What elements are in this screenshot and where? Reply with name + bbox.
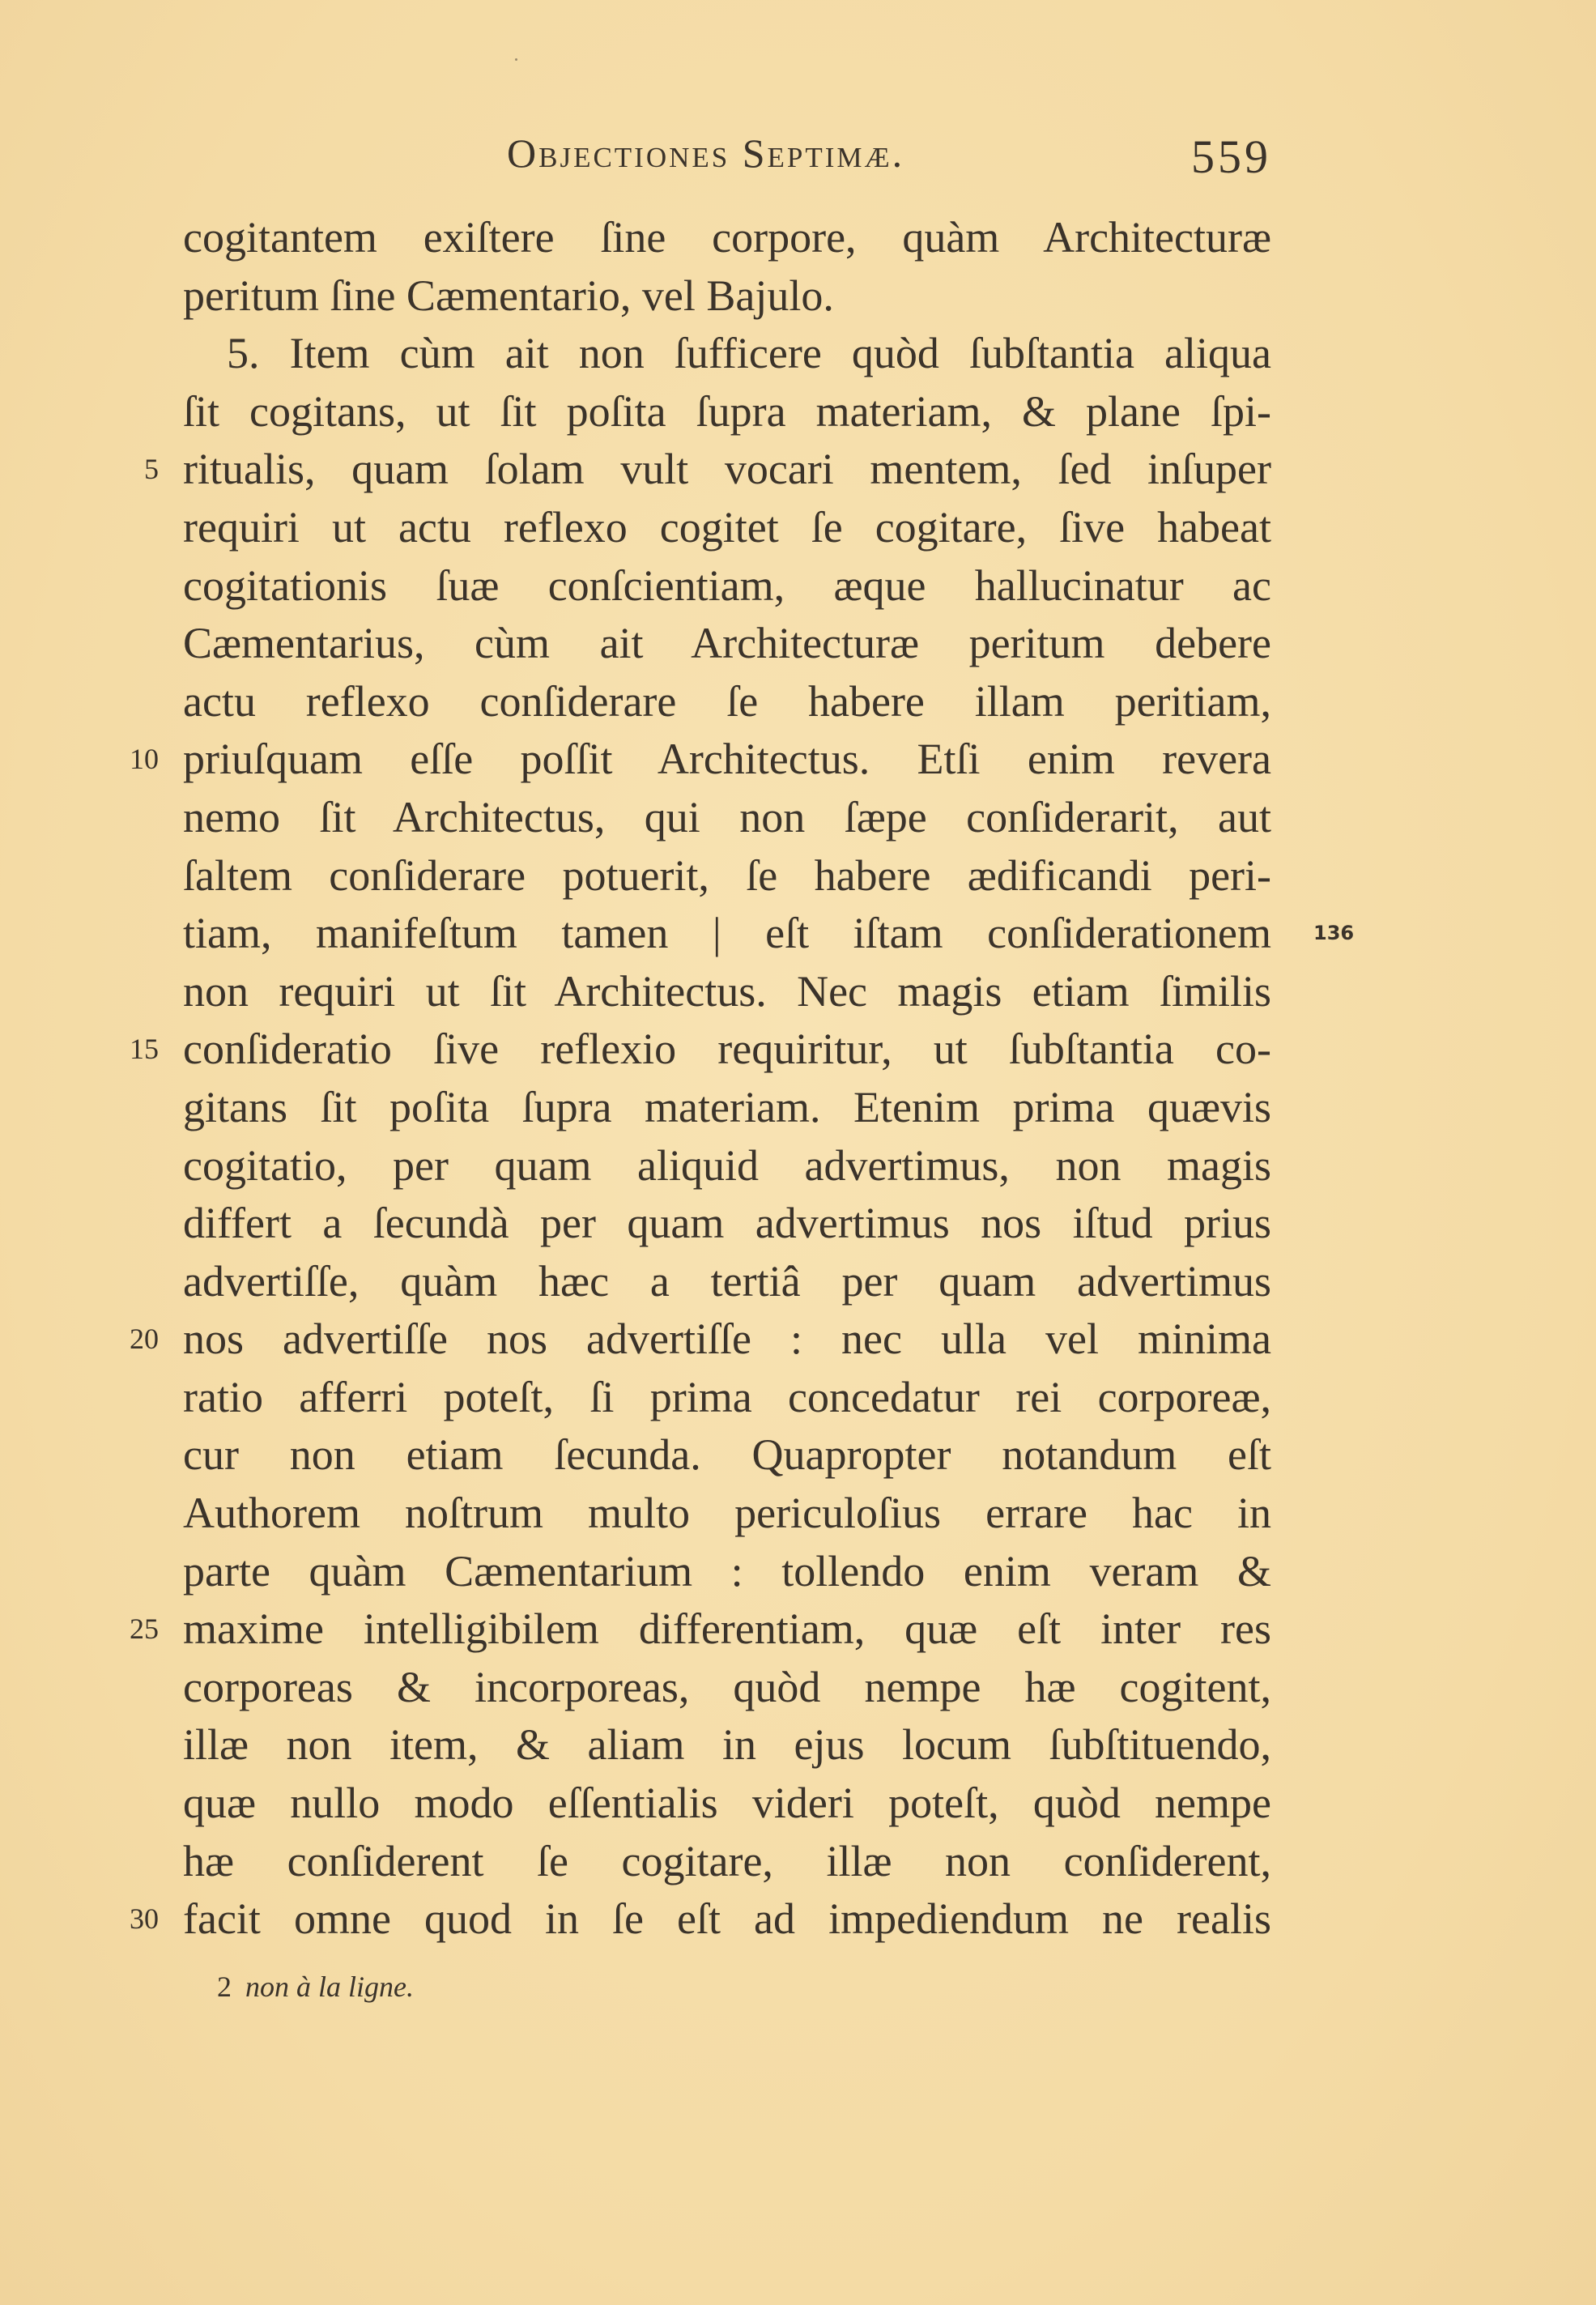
line-text: conſideratio ſive reflexio requiritur, ut ſubſtantia co- bbox=[183, 1025, 1271, 1074]
text-line bbox=[183, 615, 1271, 673]
line-text: parte quàm Cæmentarium : tollendo enim veram & bbox=[183, 1546, 1271, 1596]
text-line bbox=[183, 209, 1271, 267]
line-text: quæ nullo modo eſſentialis videri poteſt, quòd nempe bbox=[183, 1779, 1271, 1828]
text-line bbox=[130, 1600, 1271, 1659]
text-line bbox=[183, 905, 1355, 963]
text-line bbox=[183, 1137, 1271, 1195]
footnote-text: non à la ligne. bbox=[245, 1971, 414, 2003]
text-line bbox=[183, 1253, 1271, 1311]
line-text: ſaltem conſiderare potuerit, ſe habere ædificandi peri- bbox=[183, 850, 1271, 900]
line-text: cur non etiam ſecunda. Quapropter notandum eſt bbox=[183, 1430, 1271, 1480]
line-text: Cæmentarius, cùm ait Architecturæ peritum debere bbox=[183, 619, 1271, 668]
line-text: facit omne quod in ſe eſt ad impediendum ne realis bbox=[183, 1894, 1271, 1944]
text-line bbox=[183, 1485, 1271, 1543]
text-line bbox=[183, 963, 1271, 1021]
line-text: illæ non item, & aliam in ejus locum ſubſtituendo, bbox=[183, 1720, 1271, 1770]
edition-page-marker: 136 bbox=[1313, 922, 1355, 945]
line-text: hæ conſiderent ſe cogitare, illæ non conſiderent, bbox=[183, 1836, 1271, 1885]
page-number: 559 bbox=[1191, 130, 1271, 183]
line-text: cogitantem exiſtere ſine corpore, quàm Architecturæ bbox=[183, 213, 1271, 262]
running-title: Objectiones Septimæ. bbox=[507, 130, 905, 176]
line-text: ratio afferri poteſt, ſi prima concedatur rei corporeæ, bbox=[183, 1372, 1271, 1421]
line-text: cogitatio, per quam aliquid advertimus, non magis bbox=[183, 1140, 1271, 1190]
line-text: maxime intelligibilem differentiam, quæ eſt inter res bbox=[183, 1604, 1271, 1654]
line-text: Authorem noſtrum multo periculoſius errare hac in bbox=[183, 1489, 1271, 1538]
line-number: 25 bbox=[130, 1613, 159, 1646]
text-line bbox=[183, 267, 1271, 326]
text-line bbox=[183, 1543, 1271, 1601]
text-line bbox=[183, 1079, 1271, 1137]
text-line bbox=[130, 1020, 1271, 1079]
text-line bbox=[183, 673, 1271, 731]
text-line bbox=[183, 1369, 1271, 1427]
text-line bbox=[183, 847, 1271, 905]
line-text: tiam, manifeſtum tamen | eſt iſtam conſiderationem bbox=[183, 909, 1271, 958]
line-text: 5. Item cùm ait non ſufficere quòd ſubſtantia aliqua bbox=[227, 329, 1271, 378]
line-text: priuſquam eſſe poſſit Architectus. Etſi enim revera bbox=[183, 735, 1271, 784]
text-line bbox=[183, 1426, 1271, 1485]
line-number: 20 bbox=[130, 1323, 159, 1356]
text-line bbox=[183, 1833, 1271, 1891]
text-line bbox=[130, 731, 1271, 789]
text-line bbox=[183, 789, 1271, 847]
line-text: corporeas & incorporeas, quòd nempe hæ cogitent, bbox=[183, 1662, 1271, 1711]
text-line bbox=[130, 1310, 1271, 1369]
text-line bbox=[183, 557, 1271, 616]
line-text: gitans ſit poſita ſupra materiam. Etenim prima quævis bbox=[183, 1082, 1271, 1131]
text-line bbox=[183, 499, 1271, 557]
line-text: requiri ut actu reflexo cogitet ſe cogitare, ſive habeat bbox=[183, 502, 1271, 552]
line-text: cogitationis ſuæ conſcientiam, æque hallucinatur ac bbox=[183, 560, 1271, 610]
text-line bbox=[183, 1716, 1271, 1775]
text-line bbox=[130, 1890, 1271, 1949]
text-line bbox=[144, 441, 1271, 499]
page-header bbox=[183, 130, 1271, 186]
line-text: nemo ſit Architectus, qui non ſæpe conſiderarit, aut bbox=[183, 792, 1271, 841]
paper-speck bbox=[515, 58, 517, 61]
text-line bbox=[183, 1775, 1271, 1833]
line-text: peritum ſine Cæmentario, vel Bajulo. bbox=[183, 271, 834, 320]
footnote bbox=[217, 1970, 414, 2004]
line-text: ritualis, quam ſolam vult vocari mentem, ſed inſuper bbox=[183, 445, 1271, 494]
line-number: 15 bbox=[130, 1033, 159, 1066]
line-number: 5 bbox=[144, 453, 159, 486]
footnote-number: 2 bbox=[217, 1971, 232, 2003]
line-text: differt a ſecundà per quam advertimus nos iſtud prius bbox=[183, 1199, 1271, 1248]
text-line bbox=[183, 325, 1271, 383]
line-text: actu reflexo conſiderare ſe habere illam peritiam, bbox=[183, 676, 1271, 726]
line-number: 30 bbox=[130, 1902, 159, 1936]
text-line bbox=[183, 383, 1271, 441]
line-text: nos advertiſſe nos advertiſſe : nec ulla vel minima bbox=[183, 1314, 1271, 1364]
line-text: advertiſſe, quàm hæc a tertiâ per quam advertimus bbox=[183, 1256, 1271, 1306]
text-line bbox=[183, 1659, 1271, 1717]
line-text: non requiri ut ſit Architectus. Nec magis etiam ſimilis bbox=[183, 966, 1271, 1016]
line-text: ſit cogitans, ut ſit poſita ſupra materiam, & plane ſpi- bbox=[183, 386, 1271, 436]
text-line bbox=[183, 1195, 1271, 1253]
body-text bbox=[130, 209, 1355, 1949]
line-number: 10 bbox=[130, 743, 159, 776]
